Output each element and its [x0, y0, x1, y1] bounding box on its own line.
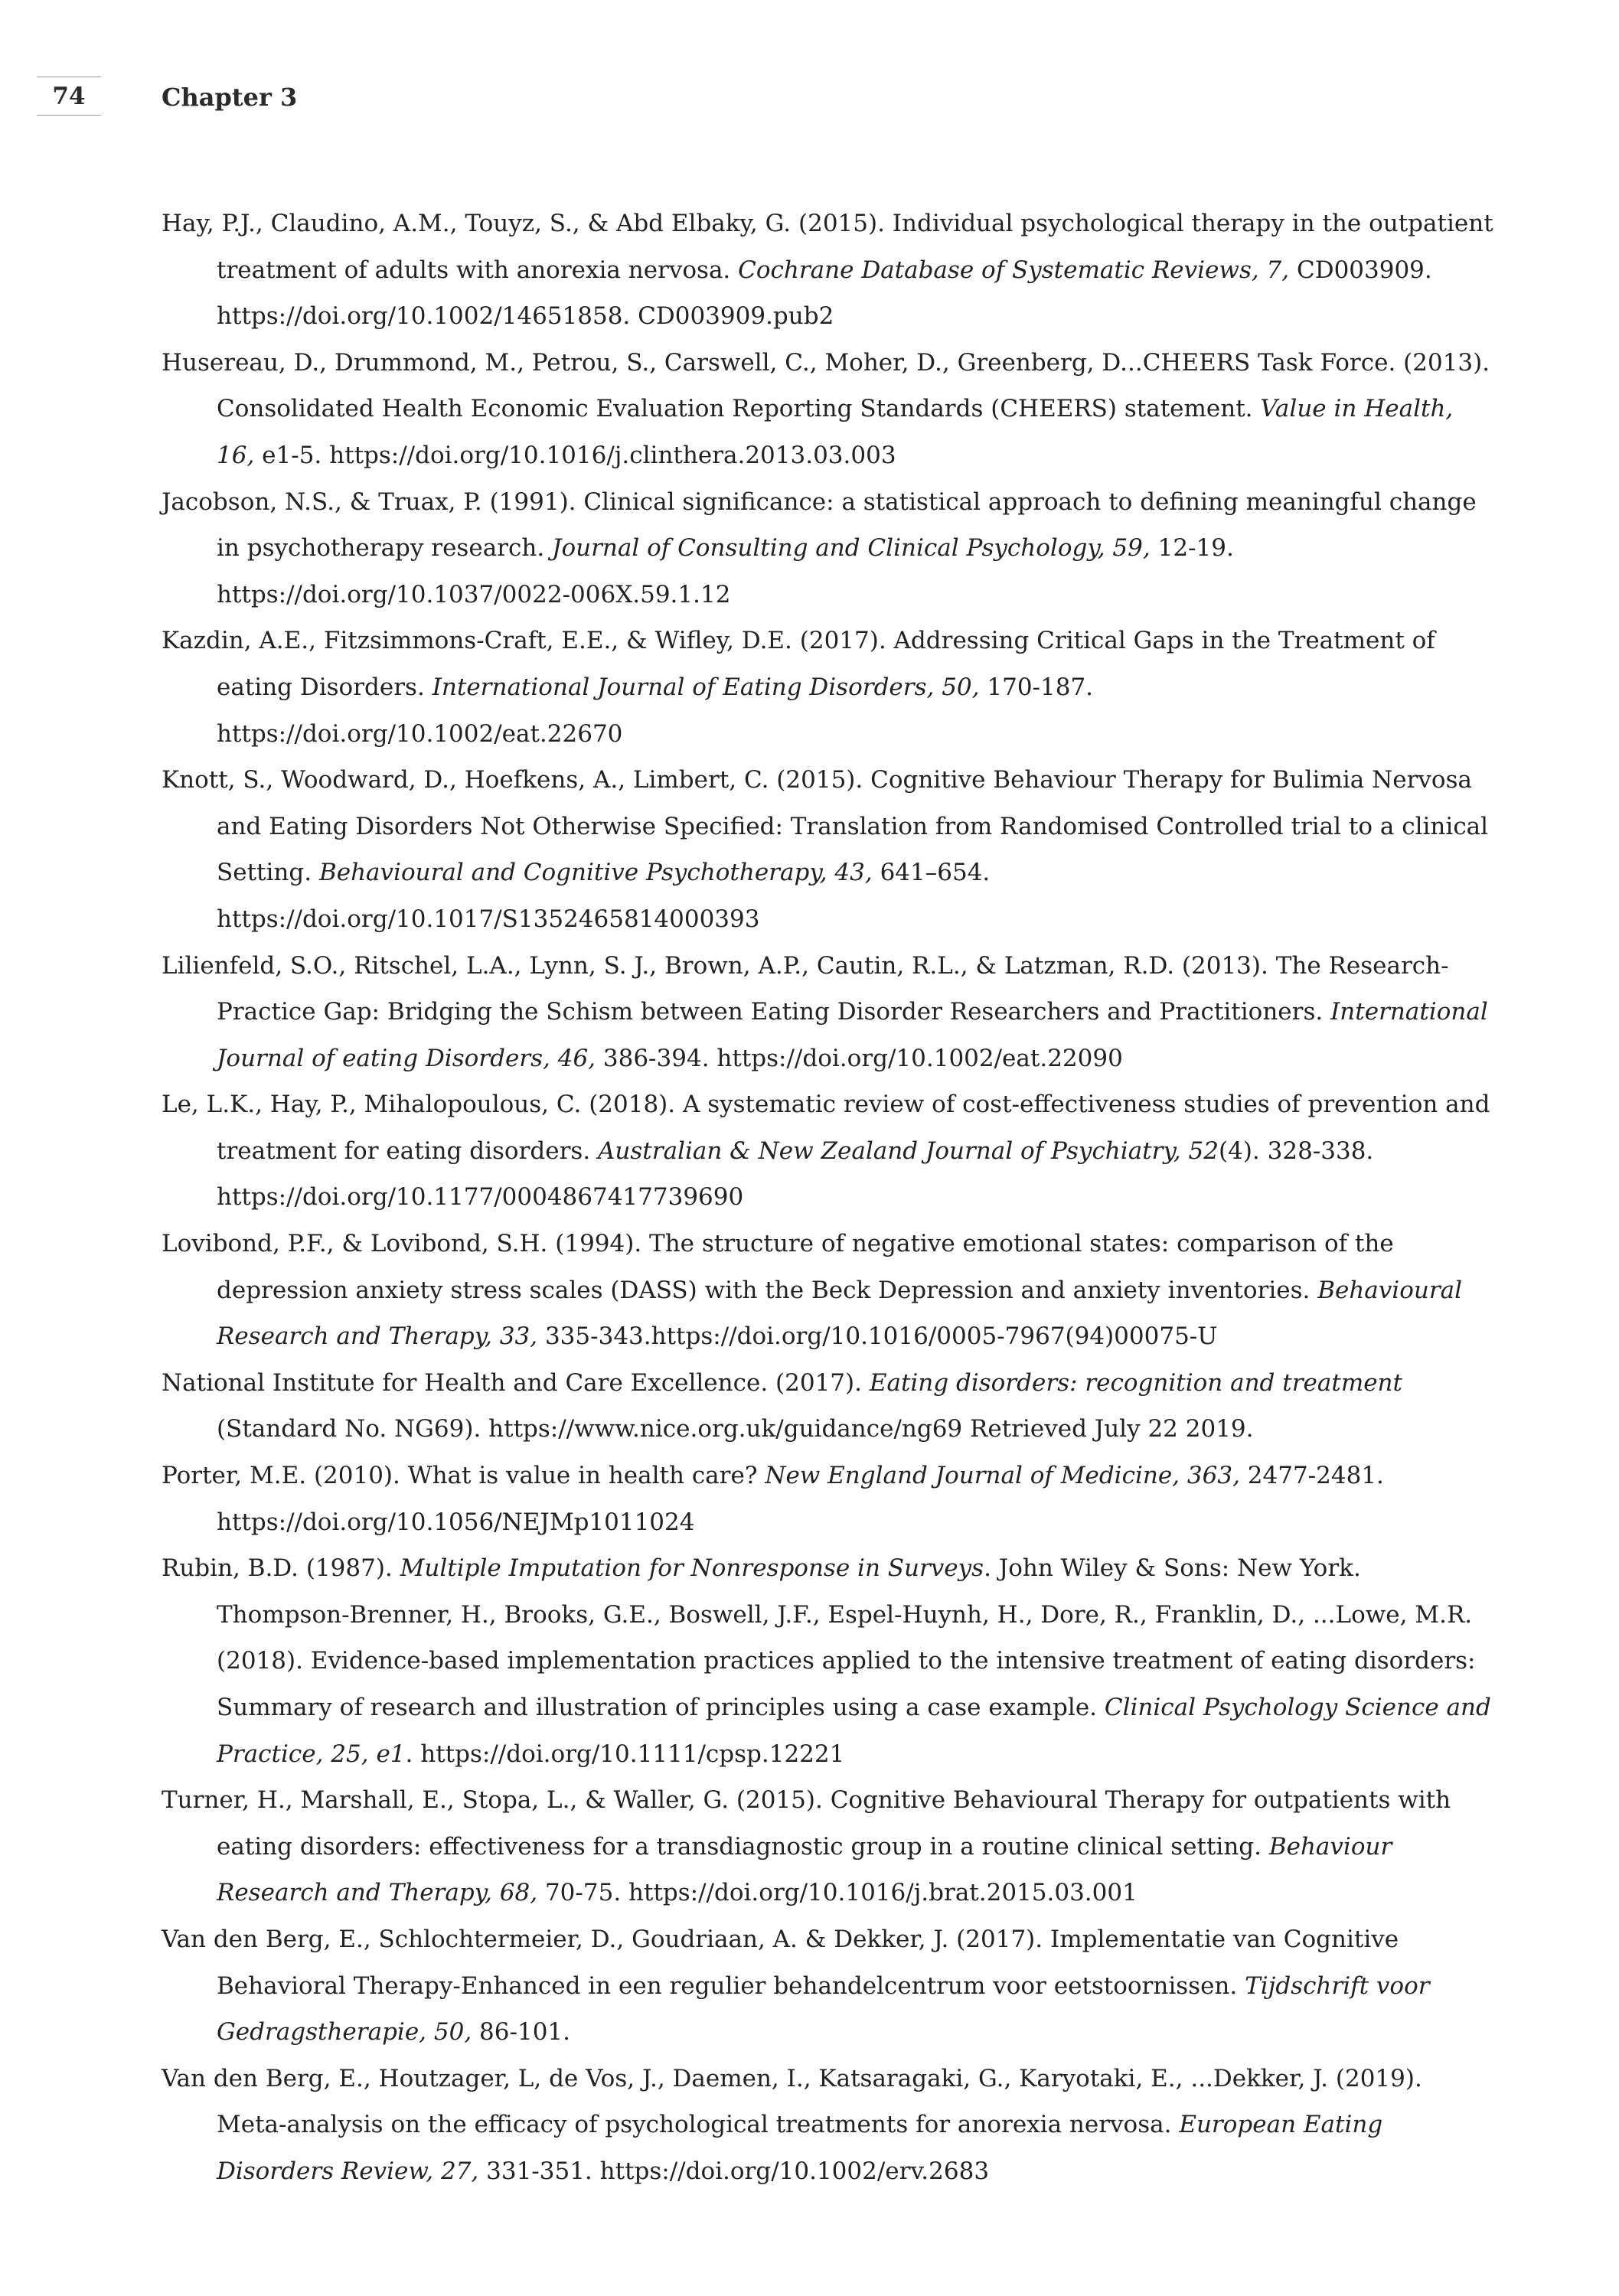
reference-vandenberg-2019: Van den Berg, E., Houtzager, L, de Vos, J., Daemen, I., Katsaragaki, G., Karyotaki, E., ...Dekker, J. (2019). Meta-analysis on the efficacy of psychological treatments for anorexia nervosa. European Eating Disorders Review, 27, 331-351. https://doi.org/10.1002/erv.2683 [162, 2064, 1422, 2185]
reference-turner-2015: Turner, H., Marshall, E., Stopa, L., & Waller, G. (2015). Cognitive Behavioural Therapy for outpatients with eating disorders: effectiveness for a transdiagnostic group in a routine clinical setting. Behaviour Research and Therapy, 68, 70-75. https://doi.org/10.1016/j.brat.2015.03.001 [162, 1786, 1451, 1907]
reference-lilienfeld-2013: Lilienfeld, S.O., Ritschel, L.A., Lynn, S. J., Brown, A.P., Cautin, R.L., & Latzman, R.D. (2013). The Research-Practice Gap: Bridging the Schism between Eating Disorder Researchers and Practitioners. International Journal of eating Disorders, 46, 386-394. https://doi.org/10.1002/eat.22090 [162, 951, 1488, 1072]
reference-jacobson-1991: Jacobson, N.S., & Truax, P. (1991). Clinical significance: a statistical approach to defining meaningful change in psychotherapy research. Journal of Consulting and Clinical Psychology, 59, 12-19. https://doi.org/10.1037/0022-006X.59.1.12 [162, 488, 1477, 608]
reference-le-2018: Le, L.K., Hay, P., Mihalopoulous, C. (2018). A systematic review of cost-effectiveness studies of prevention and treatment for eating disorders. Australian & New Zealand Journal of Psychiatry, 52(4). 328-338. https://doi.org/10.1177/0004867417739690 [162, 1091, 1490, 1212]
chapter-header: Chapter 3 [162, 83, 298, 112]
reference-nice-2017: National Institute for Health and Care Excellence. (2017). Eating disorders: recognition and treatment (Standard No. NG69). https://www.nice.org.uk/guidance/ng69 Retrieved July 22 2019. [162, 1368, 1402, 1443]
reference-rubin-1987: Rubin, B.D. (1987). Multiple Imputation for Nonresponse in Surveys. John Wiley & Sons: New York. Thompson-Brenner, H., Brooks, G.E., Boswell, J.F., Espel-Huynh, H., Dore, R., Franklin, D., ...Lowe, M.R. (2018). Evidence-based implementation practices applied to the intensive treatment of eating disorders: Summary of research and illustration of principles using a case example. Clinical Psychology Science and Practice, 25, e1. https://doi.org/10.1111/cpsp.12221 [162, 1554, 1491, 1768]
page-number-rule-bottom [37, 115, 101, 116]
reference-hay-2015: Hay, P.J., Claudino, A.M., Touyz, S., & Abd Elbaky, G. (2015). Individual psychological therapy in the outpatient treatment of adults with anorexia nervosa. Cochrane Database of Systematic Reviews, 7, CD003909. https://doi.org/10.1002/14651858. CD003909.pub2 [162, 210, 1493, 331]
reference-lovibond-1994: Lovibond, P.F., & Lovibond, S.H. (1994). The structure of negative emotional states: comparison of the depression anxiety stress scales (DASS) with the Beck Depression and anxiety inventories. Behavioural Research and Therapy, 33, 335-343.https://doi.org/10.1016/0005-7967(94)00075-U [162, 1230, 1463, 1351]
reference-husereau-2013: Husereau, D., Drummond, M., Petrou, S., Carswell, C., Moher, D., Greenberg, D...CHEERS Task Force. (2013). Consolidated Health Economic Evaluation Reporting Standards (CHEERS) statement. Value in Health, 16, e1-5. https://doi.org/10.1016/j.clinthera.2013.03.003 [162, 348, 1490, 469]
reference-porter-2010: Porter, M.E. (2010). What is value in health care? New England Journal of Medicine, 363, 2477-2481. https://doi.org/10.1056/NEJMp1011024 [162, 1462, 1384, 1536]
page-number: 74 [52, 83, 86, 110]
reference-list [162, 201, 1493, 2195]
reference-vandenberg-2017: Van den Berg, E., Schlochtermeier, D., Goudriaan, A. & Dekker, J. (2017). Implementatie van Cognitive Behavioral Therapy-Enhanced in een regulier behandelcentrum voor eetstoornissen. Tijdschrift voor Gedragstherapie, 50, 86-101. [162, 1925, 1430, 2047]
reference-knott-2015: Knott, S., Woodward, D., Hoefkens, A., Limbert, C. (2015). Cognitive Behaviour Therapy for Bulimia Nervosa and Eating Disorders Not Otherwise Specified: Translation from Randomised Controlled trial to a clinical Setting. Behavioural and Cognitive Psychotherapy, 43, 641–654. https://doi.org/10.1017/S1352465814000393 [162, 766, 1489, 933]
reference-kazdin-2017: Kazdin, A.E., Fitzsimmons-Craft, E.E., & Wifley, D.E. (2017). Addressing Critical Gaps in the Treatment of eating Disorders. International Journal of Eating Disorders, 50, 170-187. https://doi.org/10.1002/eat.22670 [162, 627, 1435, 748]
